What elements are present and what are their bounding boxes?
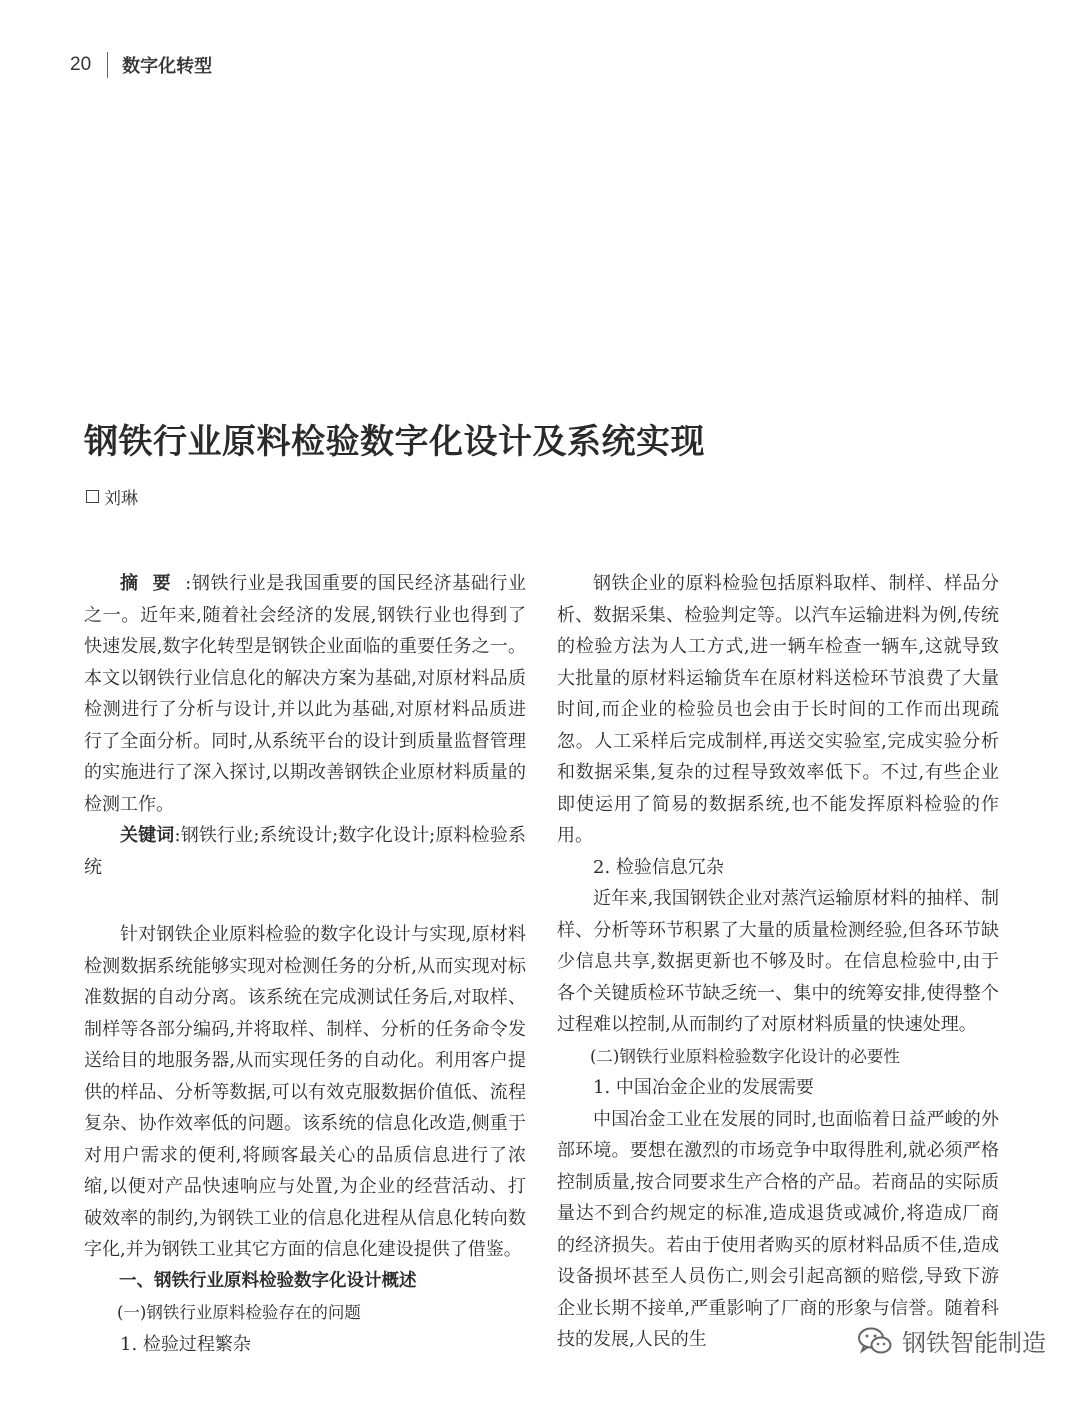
abstract-label: 摘要 (120, 573, 186, 594)
subsection-heading: (一)钢铁行业原料检验存在的问题 (117, 1303, 361, 1322)
watermark-text: 钢铁智能制造 (902, 1329, 1046, 1357)
author-name: 刘琳 (104, 489, 138, 509)
header-divider (107, 52, 108, 78)
author-line (86, 484, 138, 509)
sub-subsection-heading: 2. 检验信息冗杂 (593, 856, 724, 878)
article-title: 钢铁行业原料检验数字化设计及系统实现 (84, 422, 705, 462)
page-header (70, 52, 212, 78)
abstract-text: 钢铁行业是我国重要的国民经济基础行业之一。近年来,随着社会经济的发展,钢铁行业也得到了快速发展,数字化转型是钢铁企业面临的重要任务之一。本文以钢铁行业信息化的解决方案为基础,对原材料品质检测进行了分析与设计,并以此为基础,对原材料品质进行了全面分析。同时,从系统平台的设计到质量监督管理的实施进行了深入探讨,以期改善钢铁企业原材料质量的检测工作。 (84, 573, 527, 815)
sub-subsection-heading: 1. 中国冶金企业的发展需要 (593, 1077, 814, 1098)
body-paragraph: 中国冶金工业在发展的同时,也面临着日益严峻的外部环境。要想在激烈的市场竞争中取得胜利,就必须严格控制质量,按合同要求生产合格的产品。若商品的实际质量达不到合约规定的标准,造成退货或减价,将造成厂商的经济损失。若由于使用者购买的原材料品质不佳,造成设备损坏甚至人员伤亡,则会引起高额的赔偿,导致下游企业长期不接单,严重影响了厂商的形象与信誉。随着科技的发展,人民的生 (557, 1108, 999, 1350)
intro-paragraph: 针对钢铁企业原料检验的数字化设计与实现,原材料检测数据系统能够实现对检测任务的分析,从而实现对标准数据的自动分离。该系统在完成测试任务后,对取样、制样等各部分编码,并将取样、制样、分析的任务命令发送给目的地服务器,从而实现任务的自动化。利用客户提供的样品、分析等数据,可以有效克服数据价值低、流程复杂、协作效率低的问题。该系统的信息化改造,侧重于对用户需求的便利,将顾客最关心的品质信息进行了浓缩,以便对产品快速响应与处置,为企业的经营活动、打破效率的制约,为钢铁工业的信息化进程从信息化转向数字化,并为钢铁工业其它方面的信息化建设提供了借鉴。 (84, 924, 526, 1260)
spacer (84, 883, 526, 919)
watermark (858, 1323, 1046, 1358)
page-number: 20 (70, 54, 92, 75)
abstract: 摘要:钢铁行业是我国重要的国民经济基础行业之一。近年来,随着社会经济的发展,钢铁行业也得到了快速发展,数字化转型是钢铁企业面临的重要任务之一。本文以钢铁行业信息化的解决方案为基础,对原材料品质检测进行了分析与设计,并以此为基础,对原材料品质进行了全面分析。同时,从系统平台的设计到质量监督管理的实施进行了深入探讨,以期改善钢铁企业原材料质量的检测工作。 (84, 573, 527, 815)
author-box-icon (86, 490, 99, 503)
keywords: 关键词:钢铁行业;系统设计;数字化设计;原料检验系统 (84, 825, 526, 878)
subsection-heading: (二)钢铁行业原料检验数字化设计的必要性 (590, 1046, 900, 1066)
left-column (84, 568, 526, 1360)
keywords-label: 关键词 (120, 825, 175, 846)
wechat-icon (858, 1327, 892, 1355)
section-name: 数字化转型 (122, 56, 213, 77)
sub-subsection-heading: 1. 检验过程繁杂 (120, 1333, 251, 1355)
section-heading-1: 一、钢铁行业原料检验数字化设计概述 (119, 1270, 417, 1291)
keywords-text: 钢铁行业;系统设计;数字化设计;原料检验系统 (84, 825, 526, 878)
body-paragraph: 近年来,我国钢铁企业对蒸汽运输原材料的抽样、制样、分析等环节积累了大量的质量检测经验,但各环节缺少信息共享,数据更新也不够及时。在信息检验中,由于各个关键质检环节缺乏统一、集中的统筹安排,使得整个过程难以控制,从而制约了对原材料质量的快速处理。 (557, 888, 999, 1035)
body-paragraph: 钢铁企业的原料检验包括原料取样、制样、样品分析、数据采集、检验判定等。以汽车运输进料为例,传统的检验方法为人工方式,进一辆车检查一辆车,这就导致大批量的原材料运输货车在原材料送检环节浪费了大量时间,而企业的检验员也会由于长时间的工作而出现疏忽。人工采样后完成制样,再送交实验室,完成实验分析和数据采集,复杂的过程导致效率低下。不过,有些企业即使运用了简易的数据系统,也不能发挥原料检验的作用。 (557, 573, 999, 846)
right-column (557, 568, 999, 1356)
